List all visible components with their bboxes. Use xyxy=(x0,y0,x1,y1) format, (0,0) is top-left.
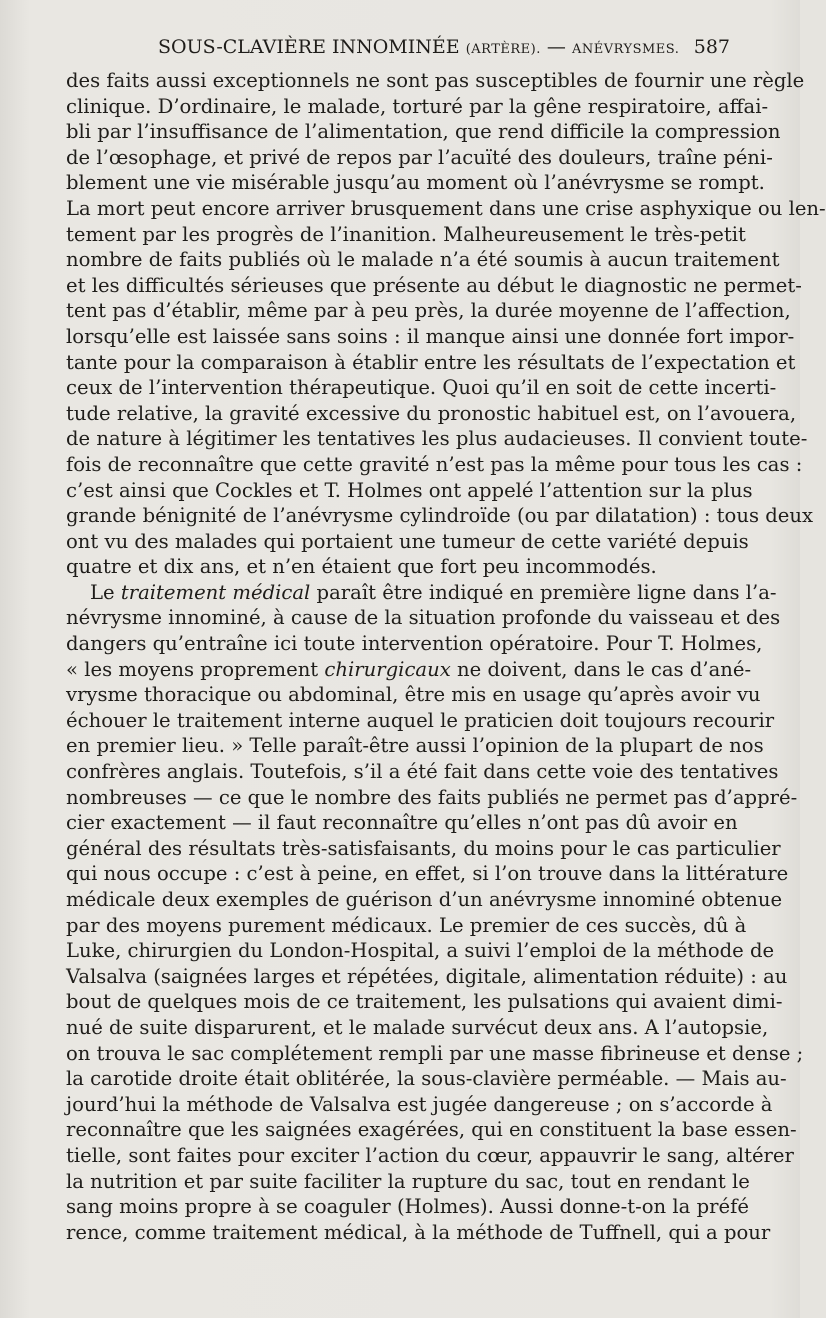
text-line: confrères anglais. Toutefois, s’il a été fait dans cette voie des tentatives xyxy=(66,760,779,784)
text-line: Luke, chirurgien du London-Hospital, a suivi l’emploi de la méthode de xyxy=(66,939,775,963)
body-text xyxy=(66,68,826,1245)
text-line: en premier lieu. » Telle paraît-être aussi l’opinion de la plupart de nos xyxy=(66,734,764,758)
text-line: cier exactement — il faut reconnaître qu’elles n’ont pas dû avoir en xyxy=(66,811,738,835)
text-line: fois de reconnaître que cette gravité n’est pas la même pour tous les cas : xyxy=(66,452,803,476)
text-line: général des résultats très-satisfaisants, du moins pour le cas particulier xyxy=(66,836,781,860)
text-line: de l’œsophage, et privé de repos par l’acuïté des douleurs, traîne péni- xyxy=(66,145,773,169)
text-line: des faits aussi exceptionnels ne sont pas susceptibles de fournir une règle xyxy=(66,69,805,92)
text-line xyxy=(66,657,752,683)
text-line: ceux de l’intervention thérapeutique. Quoi qu’il en soit de cette incerti- xyxy=(66,376,777,400)
text-line: tent pas d’établir, même par à peu près, la durée moyenne de l’affection, xyxy=(66,299,791,323)
emphasis-text: chirurgicaux xyxy=(324,657,451,681)
text-line: bli par l’insuffisance de l’alimentation, que rend difficile la compression xyxy=(66,120,781,144)
text-fragment: « les moyens proprement xyxy=(66,657,319,681)
text-line: c’est ainsi que Cockles et T. Holmes ont appelé l’attention sur la plus xyxy=(66,478,753,502)
text-line: Valsalva (saignées larges et répétées, digitale, alimentation réduite) : au xyxy=(66,964,788,988)
text-line: reconnaître que les saignées exagérées, qui en constituent la base essen- xyxy=(66,1118,797,1142)
text-line: qui nous occupe : c’est à peine, en effet, si l’on trouve dans la littérature xyxy=(66,862,789,886)
text-line: tante pour la comparaison à établir entre les résultats de l’expectation et xyxy=(66,350,796,374)
running-title-separator: — xyxy=(546,36,566,58)
text-line: de nature à légitimer les tentatives les plus audacieuses. Il convient toute- xyxy=(66,427,808,451)
text-line: rence, comme traitement médical, à la méthode de Tuffnell, qui a pour xyxy=(66,1220,771,1244)
text-line: vrysme thoracique ou abdominal, être mis en usage qu’après avoir vu xyxy=(66,683,761,707)
text-line: lorsqu’elle est laissée sans soins : il manque ainsi une donnée fort impor- xyxy=(66,324,795,348)
text-line: nué de suite disparurent, et le malade survécut deux ans. A l’autopsie, xyxy=(66,1015,769,1039)
running-title-section: ANÉVRYSMES. xyxy=(571,42,680,57)
text-line: névrysme innominé, à cause de la situation profonde du vaisseau et des xyxy=(66,606,781,630)
text-fragment: paraît être indiqué en première ligne dans l’a- xyxy=(316,580,777,604)
text-line: clinique. D’ordinaire, le malade, torturé par la gêne respiratoire, affai- xyxy=(66,94,769,118)
running-header xyxy=(66,34,730,60)
show-through-texture xyxy=(60,1232,730,1266)
text-line: jourd’hui la méthode de Valsalva est jugée dangereuse ; on s’accorde à xyxy=(66,1092,773,1116)
text-line: quatre et dix ans, et n’en étaient que fort peu incommodés. xyxy=(66,555,657,579)
text-fragment: ne doivent, dans le cas d’ané- xyxy=(457,657,752,681)
text-line: la nutrition et par suite faciliter la rupture du sac, tout en rendant le xyxy=(66,1169,750,1193)
text-line: échouer le traitement interne auquel le praticien doit toujours recourir xyxy=(66,708,775,732)
text-line: tement par les progrès de l’inanition. Malheureusement le très-petit xyxy=(66,222,746,246)
text-line: médicale deux exemples de guérison d’un anévrysme innominé obtenue xyxy=(66,888,783,911)
text-line: grande bénignité de l’anévrysme cylindroïde (ou par dilatation) : tous deux xyxy=(66,504,814,528)
emphasis-text: traitement médical xyxy=(120,580,311,604)
text-line: bout de quelques mois de ce traitement, les pulsations qui avaient dimi- xyxy=(66,990,783,1014)
text-line: on trouva le sac complétement rempli par une masse fibrineuse et dense ; xyxy=(66,1041,804,1065)
text-line: dangers qu’entraîne ici toute intervention opératoire. Pour T. Holmes, xyxy=(66,632,763,656)
text-line: et les difficultés sérieuses que présente au début le diagnostic ne permet- xyxy=(66,273,802,297)
text-line: tielle, sont faites pour exciter l’action du cœur, appauvrir le sang, altérer xyxy=(66,1143,794,1167)
text-line: tude relative, la gravité excessive du pronostic habituel est, on l’avouera, xyxy=(66,401,797,425)
text-line: blement une vie misérable jusqu’au moment où l’anévrysme se rompt. xyxy=(66,171,765,195)
text-fragment: Le xyxy=(90,580,115,604)
text-line: ont vu des malades qui portaient une tumeur de cette variété depuis xyxy=(66,529,749,553)
running-title-small-caps: (ARTÈRE). xyxy=(465,42,541,57)
text-line: par des moyens purement médicaux. Le premier de ces succès, dû à xyxy=(66,913,747,937)
text-line: sang moins propre à se coaguler (Holmes). Aussi donne-t-on la préfé xyxy=(66,1195,749,1219)
text-line xyxy=(66,580,777,606)
running-title xyxy=(158,34,679,63)
text-line: La mort peut encore arriver brusquement dans une crise asphyxique ou len- xyxy=(66,196,826,220)
running-title-main: SOUS-CLAVIÈRE INNOMINÉE xyxy=(158,36,460,58)
page-number: 587 xyxy=(693,36,730,58)
text-line: nombre de faits publiés où le malade n’a été soumis à aucun traitement xyxy=(66,248,780,272)
text-line: nombreuses — ce que le nombre des faits publiés ne permet pas d’appré- xyxy=(66,785,798,809)
text-line: la carotide droite était oblitérée, la sous-clavière perméable. — Mais au- xyxy=(66,1067,787,1091)
